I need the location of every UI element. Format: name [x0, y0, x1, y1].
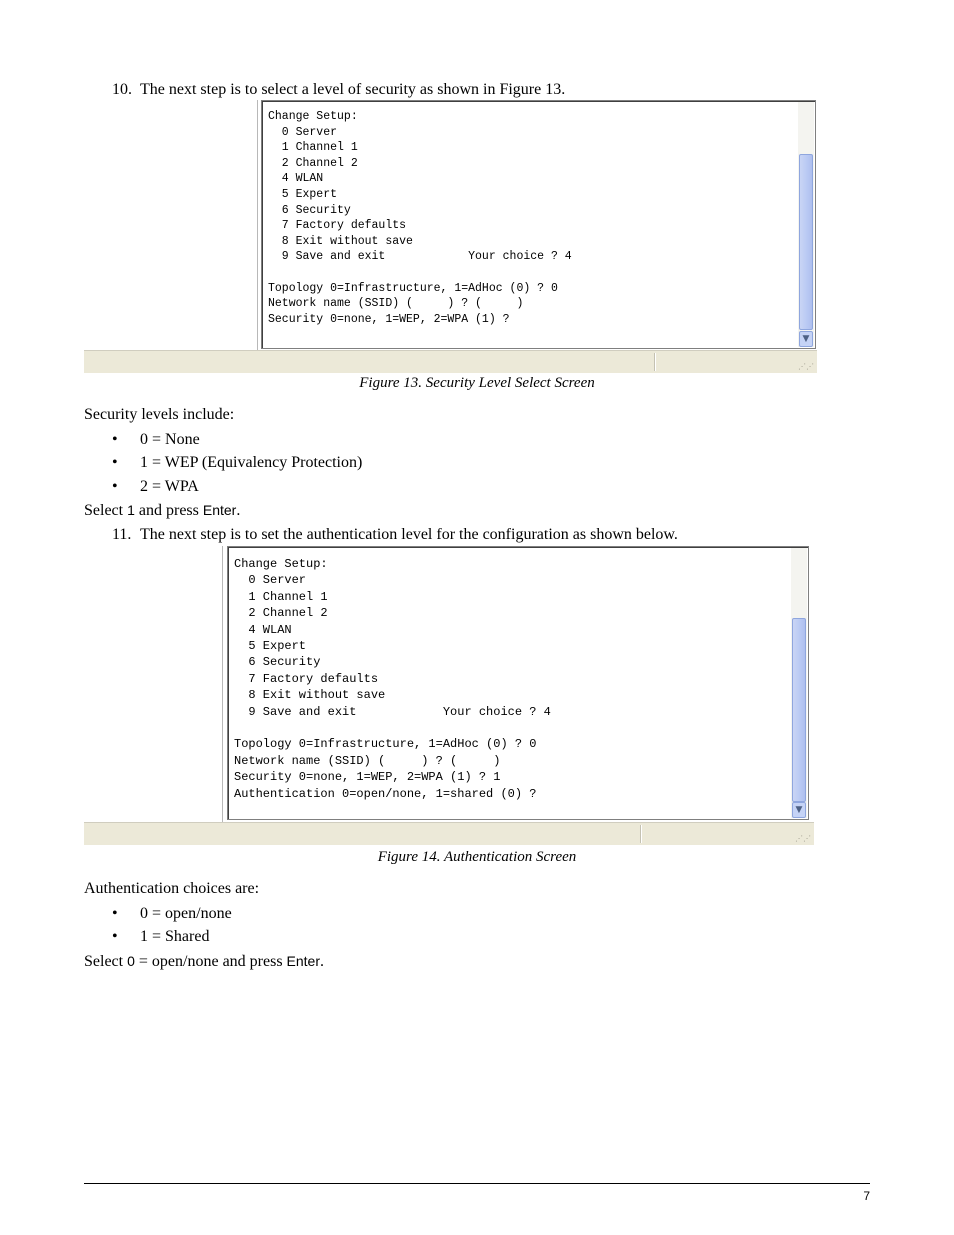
terminal-window [261, 100, 816, 349]
scrollbar-thumb[interactable] [792, 618, 806, 802]
enter-key-label: Enter [202, 502, 237, 518]
key-label: 0 [127, 953, 135, 969]
status-bar [84, 350, 817, 373]
list-item-text: 0 = open/none [140, 905, 232, 922]
page-number: 7 [863, 1189, 870, 1203]
list-item-text: 2 = WPA [140, 478, 199, 495]
select-0-instruction [84, 951, 324, 972]
resize-grip-icon[interactable]: ⋰⋰ [798, 362, 814, 371]
text: . [320, 953, 325, 970]
text: = open/none and press [134, 953, 287, 970]
key-label: 1 [127, 502, 135, 518]
figure-13-caption: Figure 13. Security Level Select Screen [359, 375, 595, 391]
terminal-text: Change Setup: 0 Server 1 Channel 1 2 Channel 2 4 WLAN 5 Expert 6 Security 7 Factory defaults 8 Exit without save 9 Save and exit Your choice ? 4 Topology 0=Infrastructure, 1=AdHoc (0) ? 0 Network name (SSID) ( ) ? ( ) Security 0=none, 1=WEP, 2=WPA (1) ? 1 Authentication 0=open/none, 1=shared (0) ? [234, 557, 551, 801]
bullet: • [112, 905, 118, 922]
status-separator [640, 825, 641, 843]
step-text: The next step is to set the authentication level for the configuration as shown below. [140, 526, 678, 543]
scrollbar-thumb[interactable] [799, 154, 813, 330]
text: . [236, 502, 241, 519]
bullet: • [112, 454, 118, 471]
enter-key-label: Enter [286, 953, 321, 969]
figure-14-screenshot [84, 546, 814, 845]
auth-intro: Authentication choices are: [84, 880, 260, 897]
vertical-scrollbar[interactable] [798, 102, 814, 347]
bullet: • [112, 478, 118, 495]
text: and press [134, 502, 203, 519]
text: Select [84, 502, 128, 519]
step-11 [112, 525, 678, 545]
vertical-scrollbar[interactable] [791, 548, 807, 818]
step-10 [112, 80, 565, 100]
scroll-down-arrow-icon[interactable]: ▼ [799, 331, 813, 347]
step-number: 10. [112, 81, 132, 98]
list-item-text: 1 = Shared [140, 928, 210, 945]
text: Select [84, 953, 128, 970]
figure-14-caption: Figure 14. Authentication Screen [377, 849, 577, 865]
resize-grip-icon[interactable]: ⋰⋰ [795, 834, 811, 843]
terminal-text: Change Setup: 0 Server 1 Channel 1 2 Channel 2 4 WLAN 5 Expert 6 Security 7 Factory defaults 8 Exit without save 9 Save and exit Your choice ? 4 Topology 0=Infrastructure, 1=AdHoc (0) ? 0 Network name (SSID) ( ) ? ( ) Security 0=none, 1=WEP, 2=WPA (1) ? [268, 110, 572, 326]
security-intro: Security levels include: [84, 406, 235, 423]
list-item-text: 0 = None [140, 431, 200, 448]
list-item [112, 453, 362, 473]
window-left-pane [84, 546, 223, 822]
list-item [112, 477, 199, 497]
list-item [112, 904, 232, 924]
list-item-text: 1 = WEP (Equivalency Protection) [140, 454, 363, 471]
status-bar [84, 822, 814, 845]
bullet: • [112, 928, 118, 945]
list-item [112, 430, 200, 450]
scroll-down-arrow-icon[interactable]: ▼ [792, 802, 806, 818]
select-1-instruction [84, 500, 240, 521]
status-separator [654, 353, 655, 371]
footer-rule [84, 1183, 870, 1184]
terminal-window [227, 546, 809, 820]
figure-13-screenshot [84, 100, 817, 373]
step-text: The next step is to select a level of security as shown in Figure 13. [140, 81, 566, 98]
list-item [112, 927, 209, 947]
bullet: • [112, 431, 118, 448]
step-number: 11. [112, 526, 132, 543]
window-left-pane [84, 100, 258, 350]
